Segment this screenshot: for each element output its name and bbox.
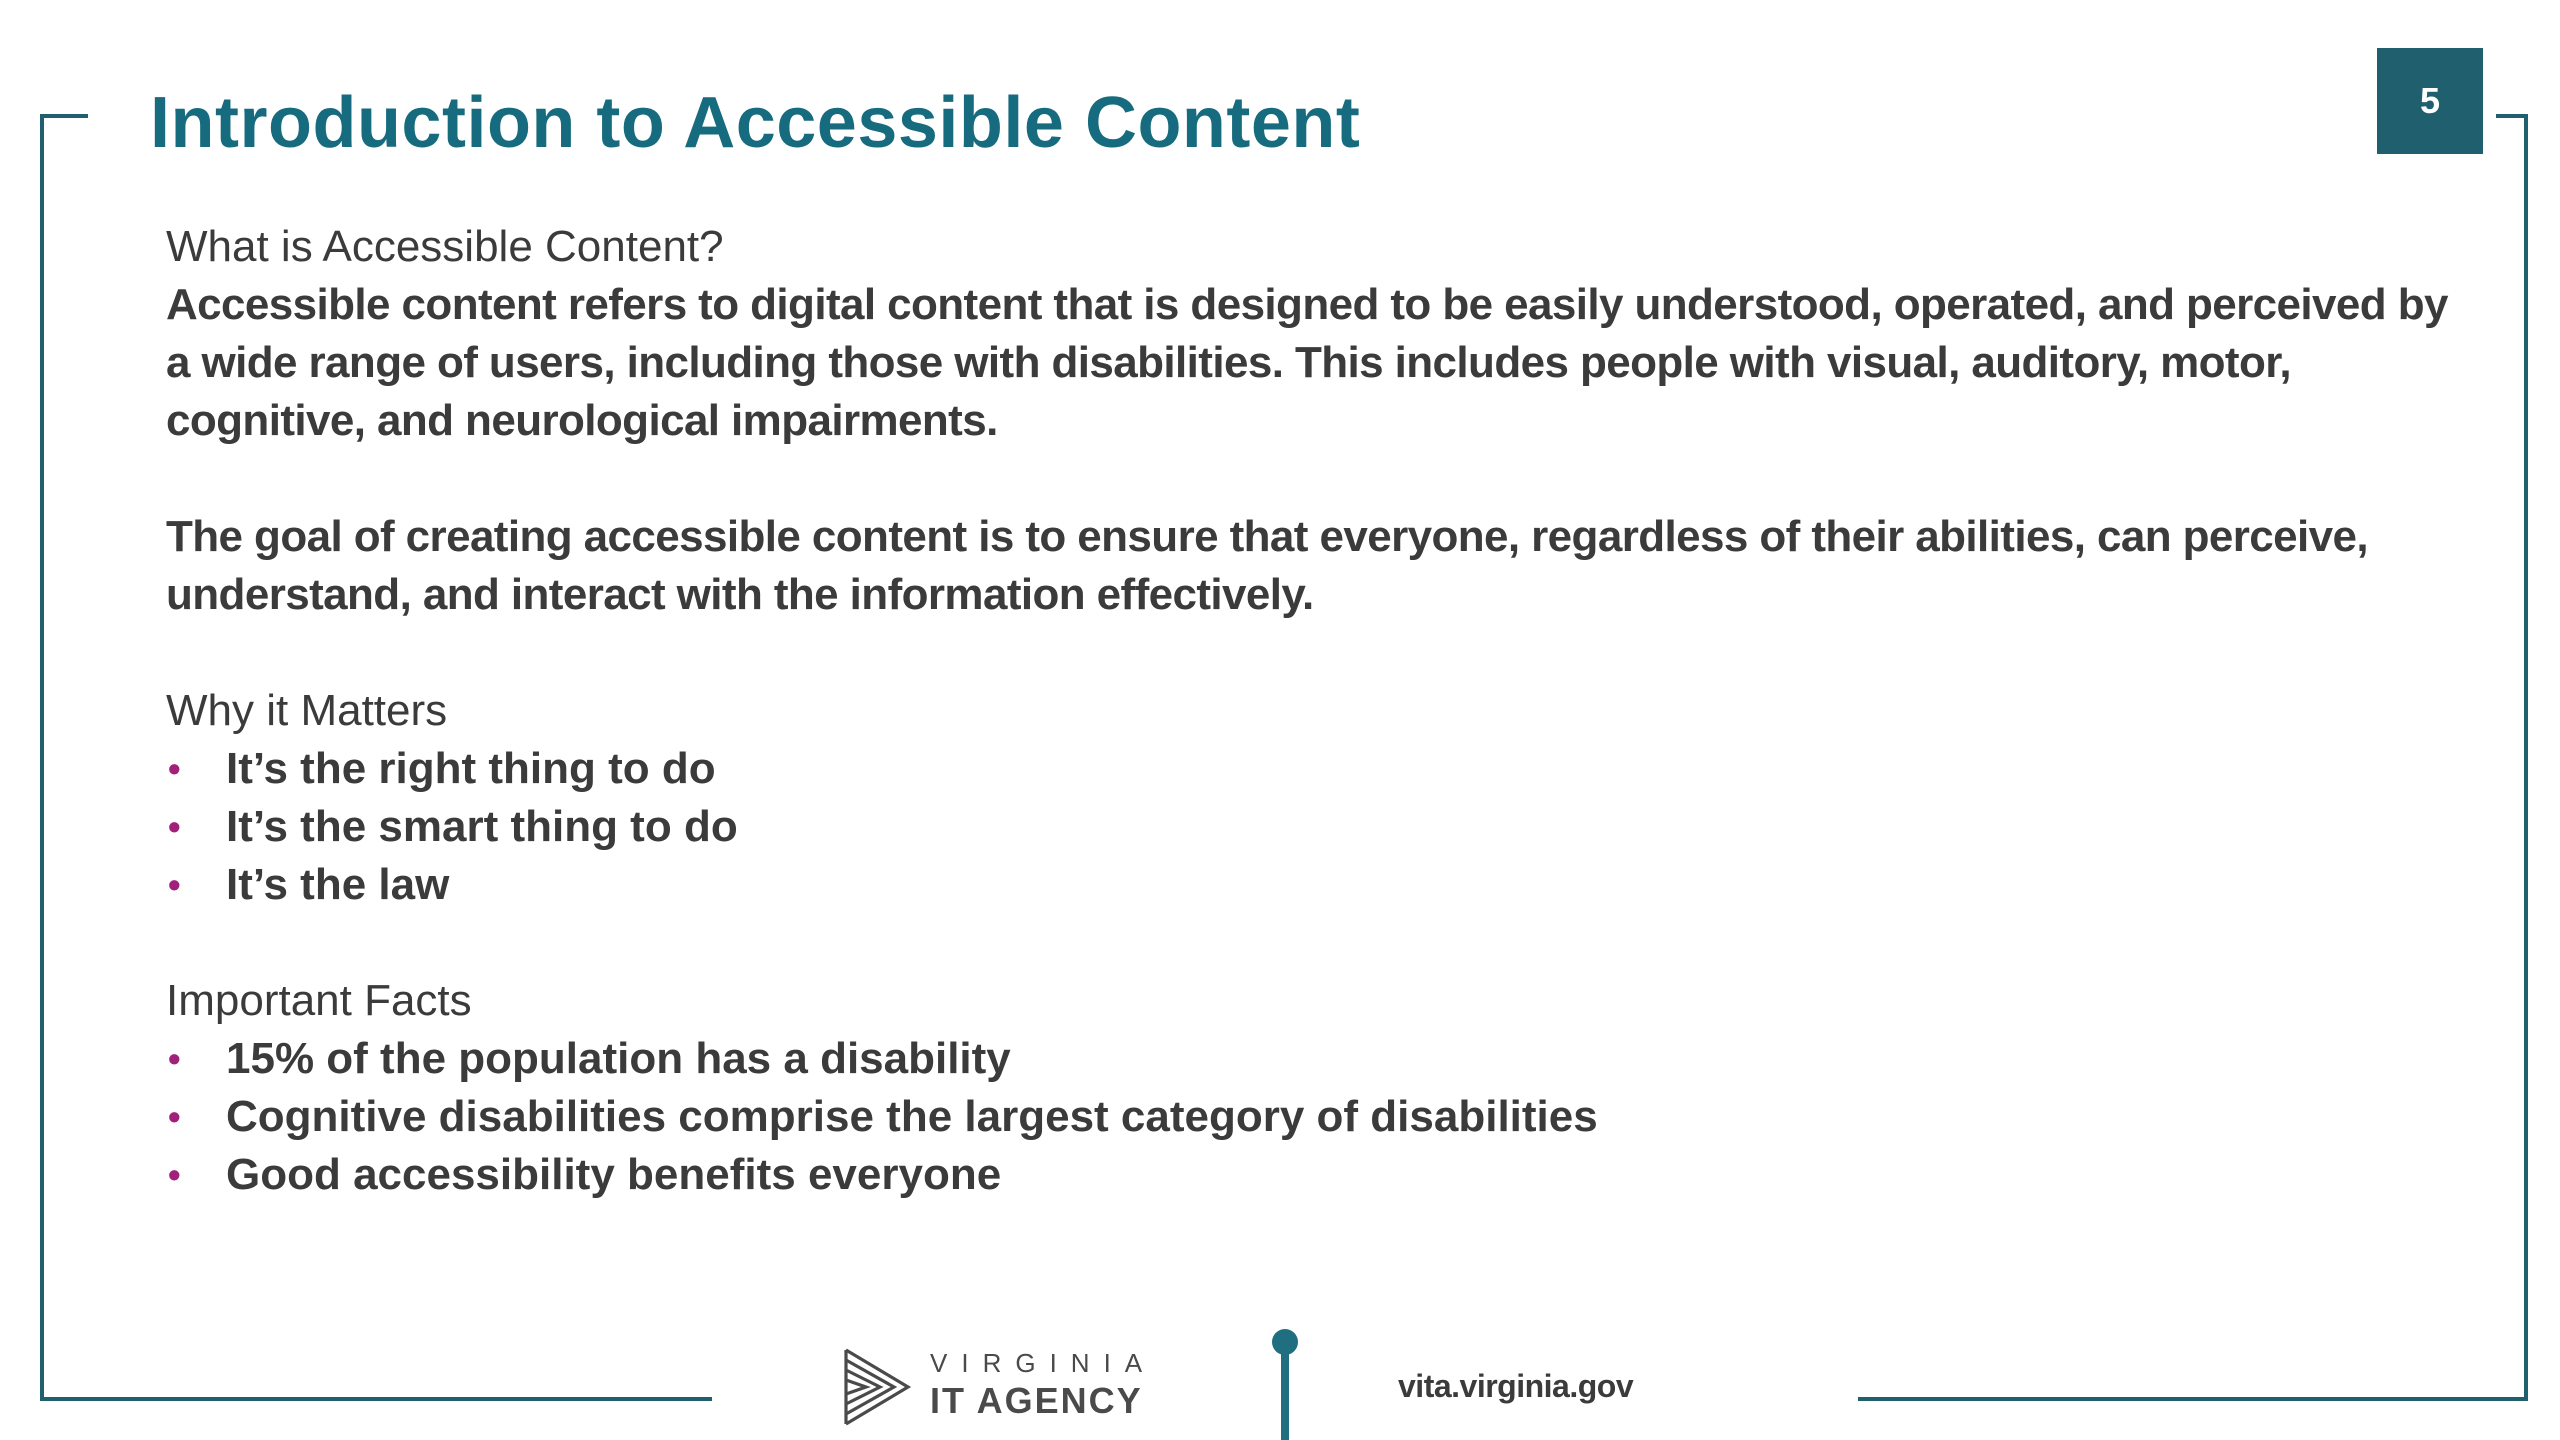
bullet-icon: • bbox=[168, 1154, 181, 1195]
bullet-icon: • bbox=[168, 806, 181, 847]
frame-bottom-right bbox=[1858, 1397, 2528, 1401]
frame-bottom-left bbox=[40, 1397, 712, 1401]
slide-title: Introduction to Accessible Content bbox=[150, 83, 1361, 163]
why-it-matters-list bbox=[166, 740, 2456, 914]
list-item: • 15% of the population has a disability bbox=[166, 1030, 2456, 1088]
location-pin-icon bbox=[1270, 1328, 1300, 1440]
bullet-icon: • bbox=[168, 1038, 181, 1079]
logo-text-virginia: VIRGINIA bbox=[930, 1348, 1157, 1378]
list-item: • It’s the smart thing to do bbox=[166, 798, 2456, 856]
list-item: • Good accessibility benefits everyone bbox=[166, 1146, 2456, 1204]
list-item: • It’s the right thing to do bbox=[166, 740, 2456, 798]
virginia-it-agency-logo bbox=[842, 1340, 1157, 1430]
slide-content bbox=[166, 218, 2456, 1204]
bullet-icon: • bbox=[168, 864, 181, 905]
list-item: • It’s the law bbox=[166, 856, 2456, 914]
footer-website-link[interactable]: vita.virginia.gov bbox=[1398, 1368, 1634, 1404]
frame-left-top-stub bbox=[40, 114, 88, 118]
intro-heading: What is Accessible Content? bbox=[166, 222, 724, 271]
list-item: • Cognitive disabilities comprise the largest category of disabilities bbox=[166, 1088, 2456, 1146]
logo-text-it-agency: IT AGENCY bbox=[930, 1380, 1143, 1421]
frame-right-vertical bbox=[2524, 114, 2528, 1401]
page-number-badge bbox=[2377, 48, 2483, 154]
why-it-matters-heading: Why it Matters bbox=[166, 686, 448, 735]
page-number: 5 bbox=[2419, 80, 2441, 121]
intro-paragraph-1: Accessible content refers to digital content that is designed to be easily understood, operated, and perceived by a wide range of users, including those with disabilities. This includes people with visual, auditory, motor, cognitive, and neurological impairments. bbox=[166, 280, 2448, 445]
intro-paragraph-2: The goal of creating accessible content is to ensure that everyone, regardless of their abilities, can perceive, understand, and interact with the information effectively. bbox=[166, 512, 2369, 619]
bullet-icon: • bbox=[168, 1096, 181, 1137]
chevron-stripes-logo-icon bbox=[842, 1346, 914, 1428]
bullet-icon: • bbox=[168, 748, 181, 789]
important-facts-list bbox=[166, 1030, 2456, 1204]
frame-left-vertical bbox=[40, 114, 44, 1401]
important-facts-heading: Important Facts bbox=[166, 976, 472, 1025]
